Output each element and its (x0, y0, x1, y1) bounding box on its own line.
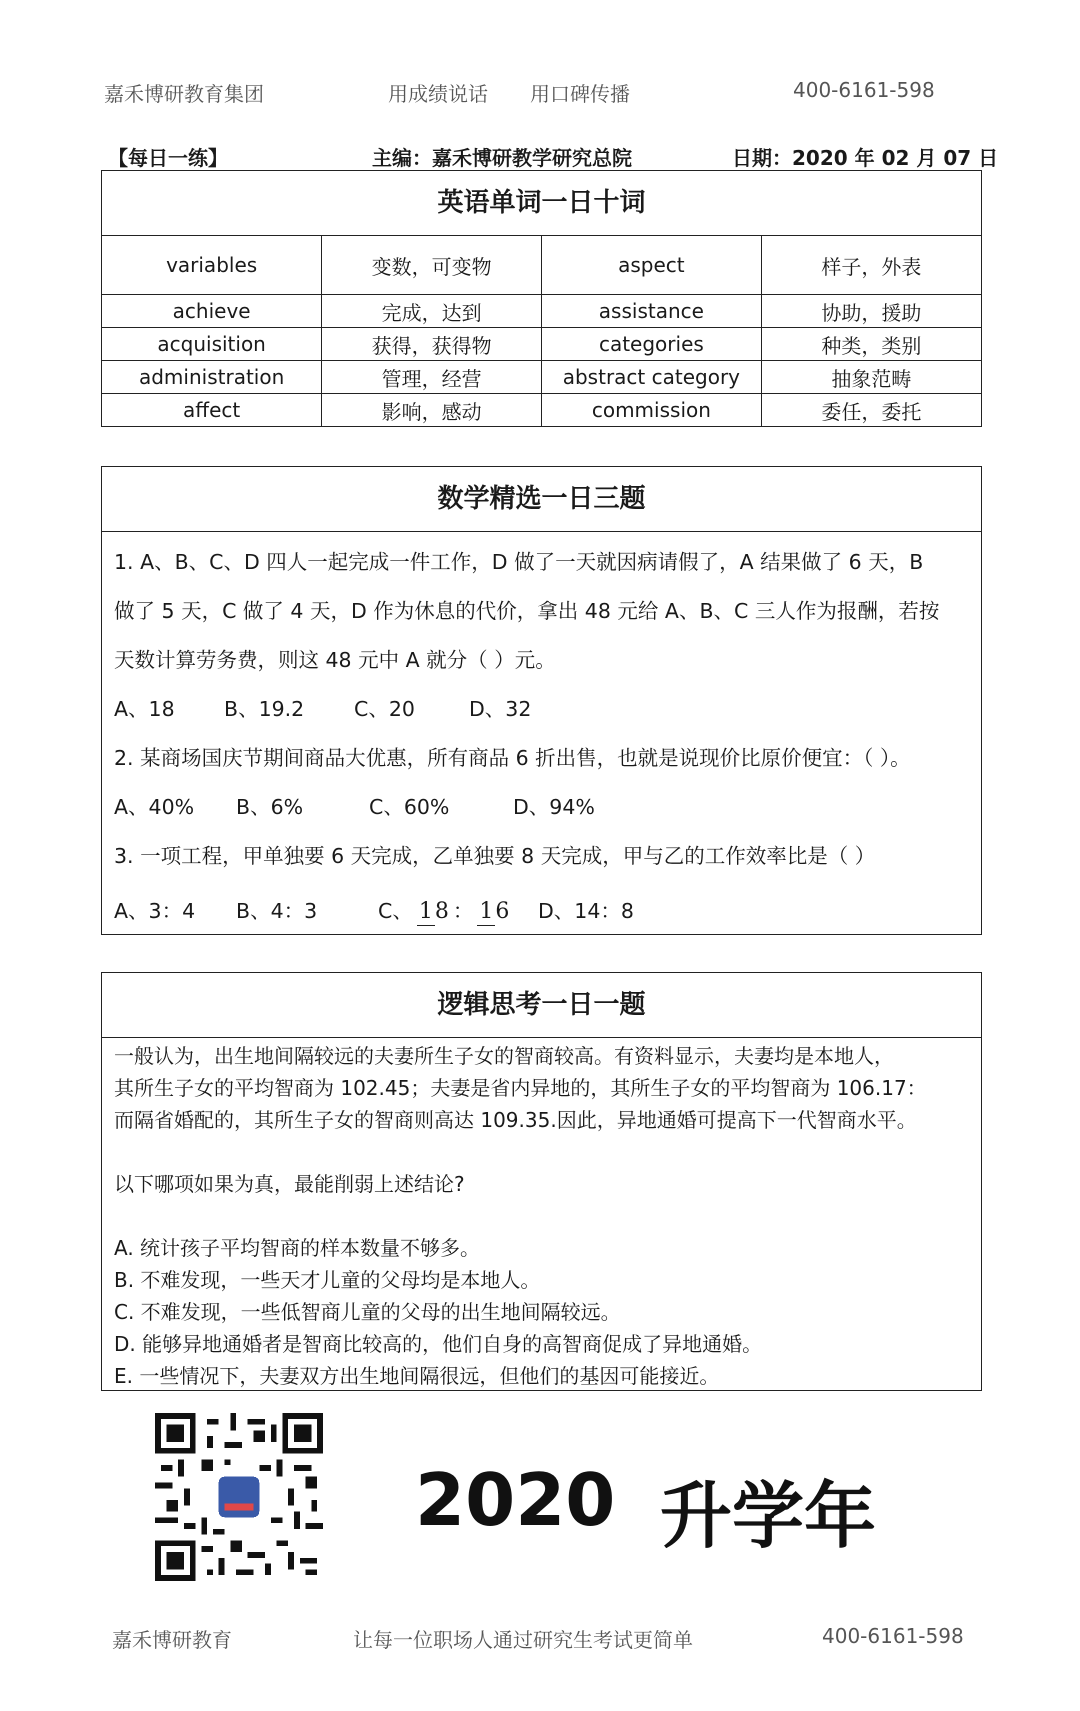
vocab-word: assistance (542, 295, 762, 328)
spacer (114, 1136, 969, 1168)
logic-option: D. 能够异地通婚者是智商比较高的，他们自身的高智商促成了异地通婚。 (114, 1332, 763, 1356)
vocab-meaning: 完成，达到 (322, 295, 542, 328)
logic-title: 逻辑思考一日一题 (102, 973, 981, 1038)
math-q1-line: 1. A、B、C、D 四人一起完成一件工作，D 做了一天就因病请假了，A 结果做了 6 天，B (114, 550, 924, 574)
fraction (417, 899, 449, 926)
meta-row (0, 138, 1080, 172)
option-prefix: C、 (378, 899, 413, 923)
logic-paragraph-line: 而隔省婚配的，其所生子女的智商则高达 109.35.因此，异地通婚可提高下一代智商水平。 (114, 1108, 917, 1132)
vocab-title: 英语单词一日十词 (102, 171, 981, 236)
denominator: 8 (434, 898, 449, 924)
logic-option: A. 统计孩子平均智商的样本数量不够多。 (114, 1236, 481, 1260)
slogan-text: 升学年 (660, 1474, 877, 1558)
numerator: 1 (418, 898, 433, 924)
vocab-word: administration (102, 361, 322, 394)
math-title: 数学精选一日三题 (102, 467, 981, 532)
option: A、3：4 (114, 899, 196, 923)
logic-paragraph-line: 其所生子女的平均智商为 102.45；夫妻是省内异地的，其所生子女的平均智商为 106.17： (114, 1076, 927, 1100)
slogan-year: 2020 (415, 1458, 616, 1542)
vocab-meaning: 种类，类别 (761, 328, 981, 361)
option: B、6% (236, 795, 304, 819)
editor-label: 主编：嘉禾博研教学研究总院 (372, 146, 632, 170)
option: B、4：3 (236, 899, 318, 923)
table-row (102, 295, 981, 328)
logic-section (101, 972, 982, 1391)
vocab-meaning: 管理，经营 (322, 361, 542, 394)
option: C、20 (354, 697, 415, 721)
vocab-word: categories (542, 328, 762, 361)
header-motto-2: 用口碑传播 (530, 82, 630, 106)
vocab-word: aspect (542, 236, 762, 295)
vocab-meaning: 抽象范畴 (761, 361, 981, 394)
table-row (102, 328, 981, 361)
vocab-meaning: 获得，获得物 (322, 328, 542, 361)
ratio-separator: ： (452, 899, 474, 923)
vocab-meaning: 协助，援助 (761, 295, 981, 328)
vocab-word: affect (102, 394, 322, 427)
header-org: 嘉禾博研教育集团 (104, 82, 264, 106)
logic-body (102, 1038, 981, 1392)
vocab-meaning: 委任，委托 (821, 399, 922, 424)
fraction (477, 899, 509, 926)
math-q1-line: 天数计算劳务费，则这 48 元中 A 就分（ ）元。 (114, 648, 556, 672)
math-q1-line: 做了 5 天，C 做了 4 天，D 作为休息的代价，拿出 48 元给 A、B、C 三人作为报酬，若按 (114, 599, 940, 623)
vocab-meaning: 影响，感动 (322, 394, 542, 427)
page-header (0, 72, 1080, 112)
math-q2: 2. 某商场国庆节期间商品大优惠，所有商品 6 折出售，也就是说现价比原价便宜：（ ）。 (114, 746, 911, 770)
daily-practice-label: 【每日一练】 (108, 146, 228, 170)
option: D、94% (513, 795, 595, 819)
logic-option: E. 一些情况下，夫妻双方出生地间隔很远，但他们的基因可能接近。 (114, 1364, 720, 1388)
header-motto-1: 用成绩说话 (388, 82, 488, 106)
vocab-table (102, 236, 981, 426)
numerator: 1 (479, 898, 494, 924)
option: B、19.2 (224, 697, 305, 721)
math-section (101, 466, 982, 935)
table-row (102, 394, 981, 427)
option: D、32 (469, 697, 532, 721)
vocab-word: acquisition (102, 328, 322, 361)
logic-question: 以下哪项如果为真，最能削弱上述结论? (114, 1172, 465, 1196)
footer-phone: 400-6161-598 (822, 1624, 964, 1648)
date-label: 日期：2020 年 02 月 07 日 (732, 146, 999, 170)
logic-paragraph-line: 一般认为，出生地间隔较远的夫妻所生子女的智商较高。有资料显示，夫妻均是本地人， (114, 1044, 894, 1068)
vocab-section (101, 170, 982, 427)
vocab-word: achieve (102, 295, 322, 328)
denominator: 6 (495, 898, 510, 924)
math-q1-options (114, 685, 969, 734)
option-fraction (378, 881, 538, 941)
math-q3-options (114, 881, 969, 941)
option: D、14：8 (538, 899, 634, 923)
qr-code-icon (155, 1413, 323, 1581)
logic-option: B. 不难发现，一些天才儿童的父母均是本地人。 (114, 1268, 541, 1292)
vocab-word: abstract category (542, 361, 762, 394)
table-row (102, 236, 981, 295)
header-phone: 400-6161-598 (793, 78, 935, 102)
page-footer (0, 1620, 1080, 1654)
math-body (102, 532, 981, 941)
table-row (102, 361, 981, 394)
footer-org: 嘉禾博研教育 (112, 1628, 232, 1652)
vocab-word: commission (542, 394, 762, 427)
math-q2-options (114, 783, 969, 832)
vocab-meaning: 变数，可变物 (322, 236, 542, 295)
spacer (114, 1200, 969, 1232)
slogan (415, 1458, 935, 1558)
footer-tagline: 让每一位职场人通过研究生考试更简单 (353, 1628, 693, 1652)
vocab-word: variables (102, 236, 322, 295)
option: A、40% (114, 795, 195, 819)
math-q3: 3. 一项工程，甲单独要 6 天完成，乙单独要 8 天完成，甲与乙的工作效率比是（ ） (114, 844, 876, 868)
option: C、60% (369, 795, 450, 819)
vocab-meaning: 样子，外表 (761, 236, 981, 295)
option: A、18 (114, 697, 175, 721)
logic-option: C. 不难发现，一些低智商儿童的父母的出生地间隔较远。 (114, 1300, 621, 1324)
